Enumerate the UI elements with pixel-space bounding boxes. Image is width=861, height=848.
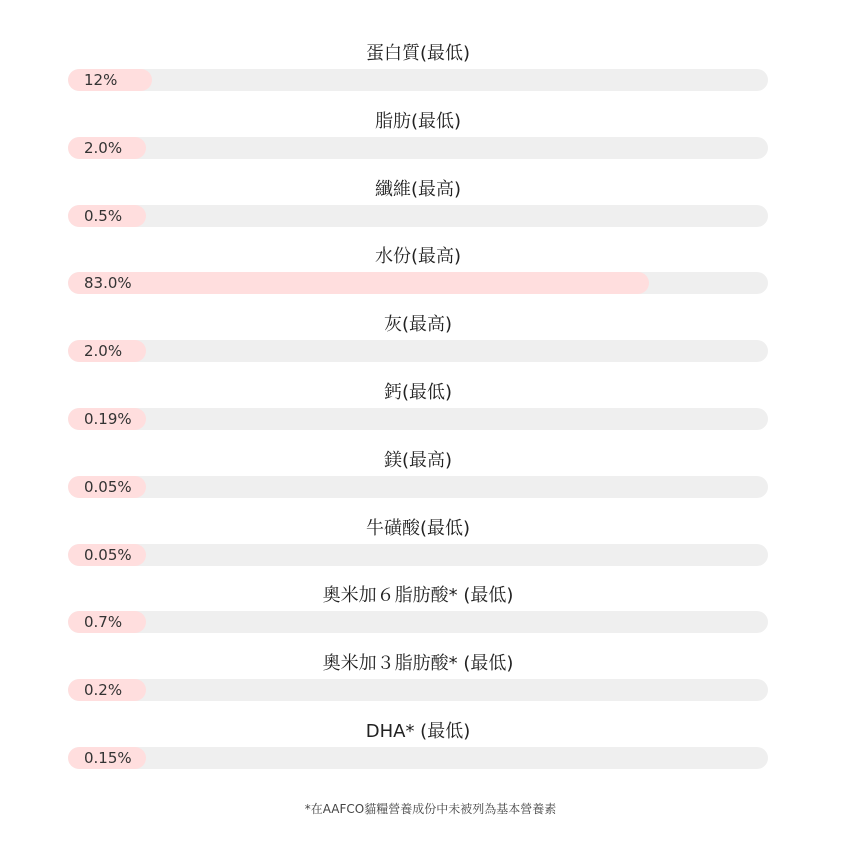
nutrient-row [68,379,768,447]
nutrient-label: 牛磺酸(最低) [365,517,471,539]
bar-track [68,272,768,294]
nutrient-row [68,718,768,786]
nutrient-label: 水份(最高) [374,246,462,268]
bar-track [68,747,768,769]
bar-track [68,340,768,362]
footnote: *在AAFCO貓糧營養成份中未被列為基本營養素 [304,802,557,816]
bar-value-label: 0.05% [84,545,132,564]
bar-track [68,611,768,633]
bar-track [68,544,768,566]
bar-value-label: 83.0% [84,274,132,293]
nutrient-label: 奧米加６脂肪酸* (最低) [322,585,514,607]
nutrient-label: 灰(最高) [383,314,453,336]
bar-fill [68,272,649,294]
nutrient-row [68,447,768,515]
nutrient-row [68,582,768,650]
nutrient-label: 鎂(最高) [383,449,453,471]
nutrient-label: 脂肪(最低) [374,110,462,132]
bar-track [68,69,768,91]
bar-track [68,476,768,498]
nutrient-row [68,243,768,311]
nutrient-row [68,650,768,718]
bar-value-label: 0.2% [84,681,123,700]
bar-track [68,205,768,227]
nutrient-bar-list [68,40,768,786]
nutrient-label: 奧米加３脂肪酸* (最低) [322,653,514,675]
bar-value-label: 0.05% [84,477,132,496]
nutrient-label: 蛋白質(最低) [365,43,471,64]
bar-track [68,137,768,159]
bar-value-label: 0.7% [84,613,123,632]
nutrient-row [68,40,768,108]
nutrient-row [68,176,768,244]
bar-track [68,408,768,430]
bar-value-label: 12% [84,71,118,89]
nutrient-label: 纖維(最高) [374,178,462,200]
nutrient-row [68,311,768,379]
bar-value-label: 0.15% [84,748,132,767]
bar-track [68,679,768,701]
nutrient-label: 鈣(最低) [383,381,453,403]
bar-value-label: 0.5% [84,206,123,225]
bar-value-label: 0.19% [84,409,132,428]
nutrient-label: DHA* (最低) [365,720,471,742]
nutrient-row [68,515,768,583]
bar-value-label: 2.0% [84,138,123,157]
nutrient-row [68,108,768,176]
bar-value-label: 2.0% [84,342,123,361]
